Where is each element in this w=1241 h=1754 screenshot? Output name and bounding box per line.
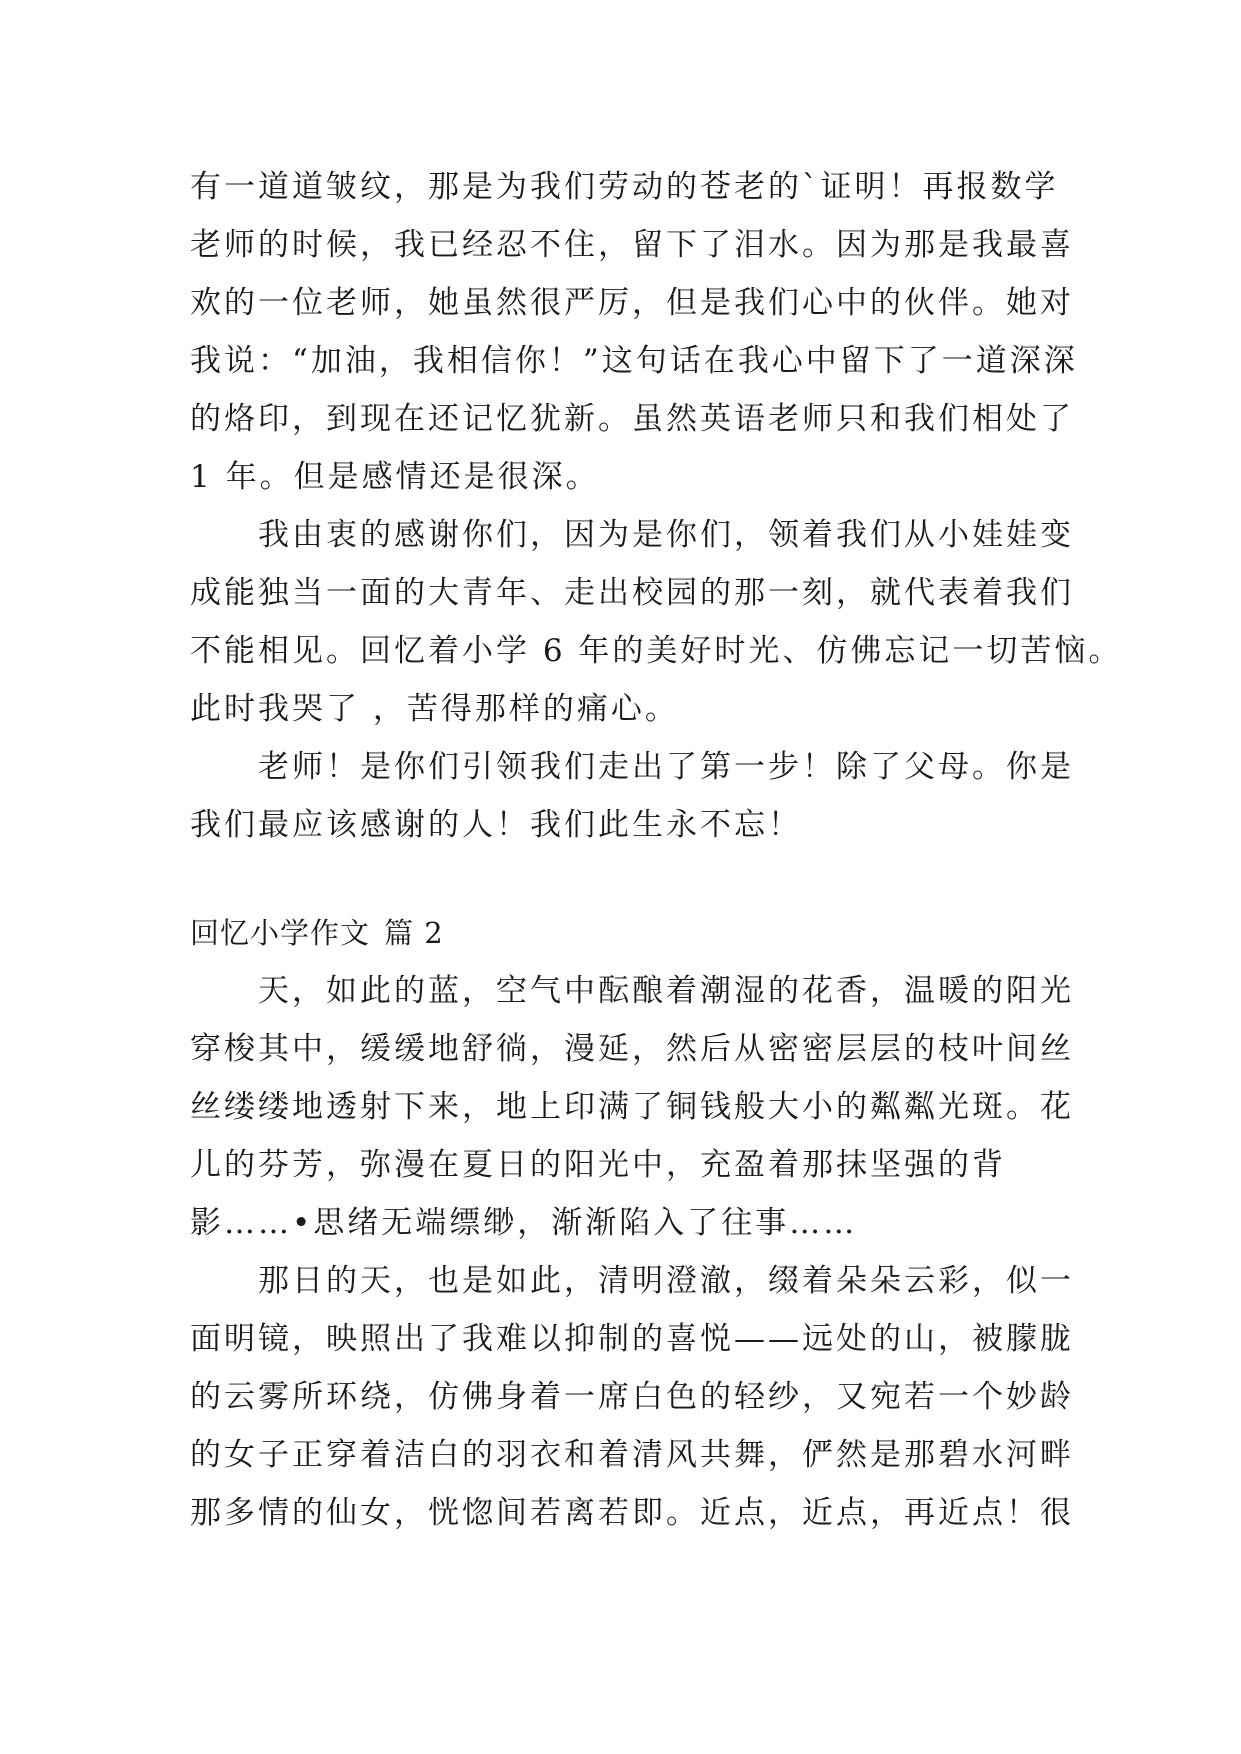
text-line: 老师！是你们引领我们走出了第一步！除了父母。你是 <box>258 749 1074 785</box>
text-line: 那日的天，也是如此，清明澄澈，缀着朵朵云彩，似一 <box>258 1263 1074 1299</box>
document-body <box>190 158 1123 1542</box>
text-line: 影……•思绪无端缥缈，渐渐陷入了往事…… <box>190 1205 858 1241</box>
text-line: 面明镜，映照出了我难以抑制的喜悦——远处的山，被朦胧 <box>190 1321 1074 1357</box>
text-line: 的女子正穿着洁白的羽衣和着清风共舞，俨然是那碧水河畔 <box>190 1437 1074 1473</box>
text-line: 有一道道皱纹，那是为我们劳动的苍老的`证明！再报数学 <box>190 169 1059 205</box>
text-line: 不能相见。回忆着小学 6 年的美好时光、仿佛忘记一切苦恼。 <box>190 633 1123 669</box>
text-line: 欢的一位老师，她虽然很严厉，但是我们心中的伙伴。她对 <box>190 285 1074 321</box>
paragraph <box>190 1252 1074 1542</box>
paragraph <box>190 738 1074 854</box>
text-line: 穿梭其中，缓缓地舒徜，漫延，然后从密密层层的枝叶间丝 <box>190 1031 1074 1067</box>
text-line: 我说：“加油，我相信你！”这句话在我心中留下了一道深深 <box>190 343 1078 379</box>
text-line: 老师的时候，我已经忍不住，留下了泪水。因为那是我最喜 <box>190 227 1074 263</box>
section-heading <box>190 904 1050 962</box>
text-line: 我由衷的感谢你们，因为是你们，领着我们从小娃娃变 <box>258 517 1074 553</box>
text-line: 的烙印，到现在还记忆犹新。虽然英语老师只和我们相处了 <box>190 401 1074 437</box>
text-line: 此时我哭了 ，苦得那样的痛心。 <box>190 691 679 727</box>
heading-title: 回忆小学作文 <box>190 916 371 950</box>
text-line: 成能独当一面的大青年、走出校园的那一刻，就代表着我们 <box>190 575 1074 611</box>
paragraph <box>190 506 1123 738</box>
paragraph <box>190 962 1074 1252</box>
heading-number: 篇 2 <box>384 916 444 950</box>
text-line: 天，如此的蓝，空气中酝酿着潮湿的花香，温暖的阳光 <box>258 973 1074 1009</box>
text-line: 丝缕缕地透射下来，地上印满了铜钱般大小的粼粼光斑。花 <box>190 1089 1074 1125</box>
text-line: 1 年。但是感情还是很深。 <box>190 459 600 495</box>
text-line: 的云雾所环绕，仿佛身着一席白色的轻纱，又宛若一个妙龄 <box>190 1379 1074 1415</box>
paragraph <box>190 158 1078 506</box>
text-line: 我们最应该感谢的人！我们此生永不忘！ <box>190 807 802 843</box>
section-gap <box>190 854 1050 904</box>
text-line: 那多情的仙女，恍惚间若离若即。近点，近点，再近点！很 <box>190 1495 1074 1531</box>
text-line: 儿的芬芳，弥漫在夏日的阳光中，充盈着那抹坚强的背 <box>190 1147 1006 1183</box>
